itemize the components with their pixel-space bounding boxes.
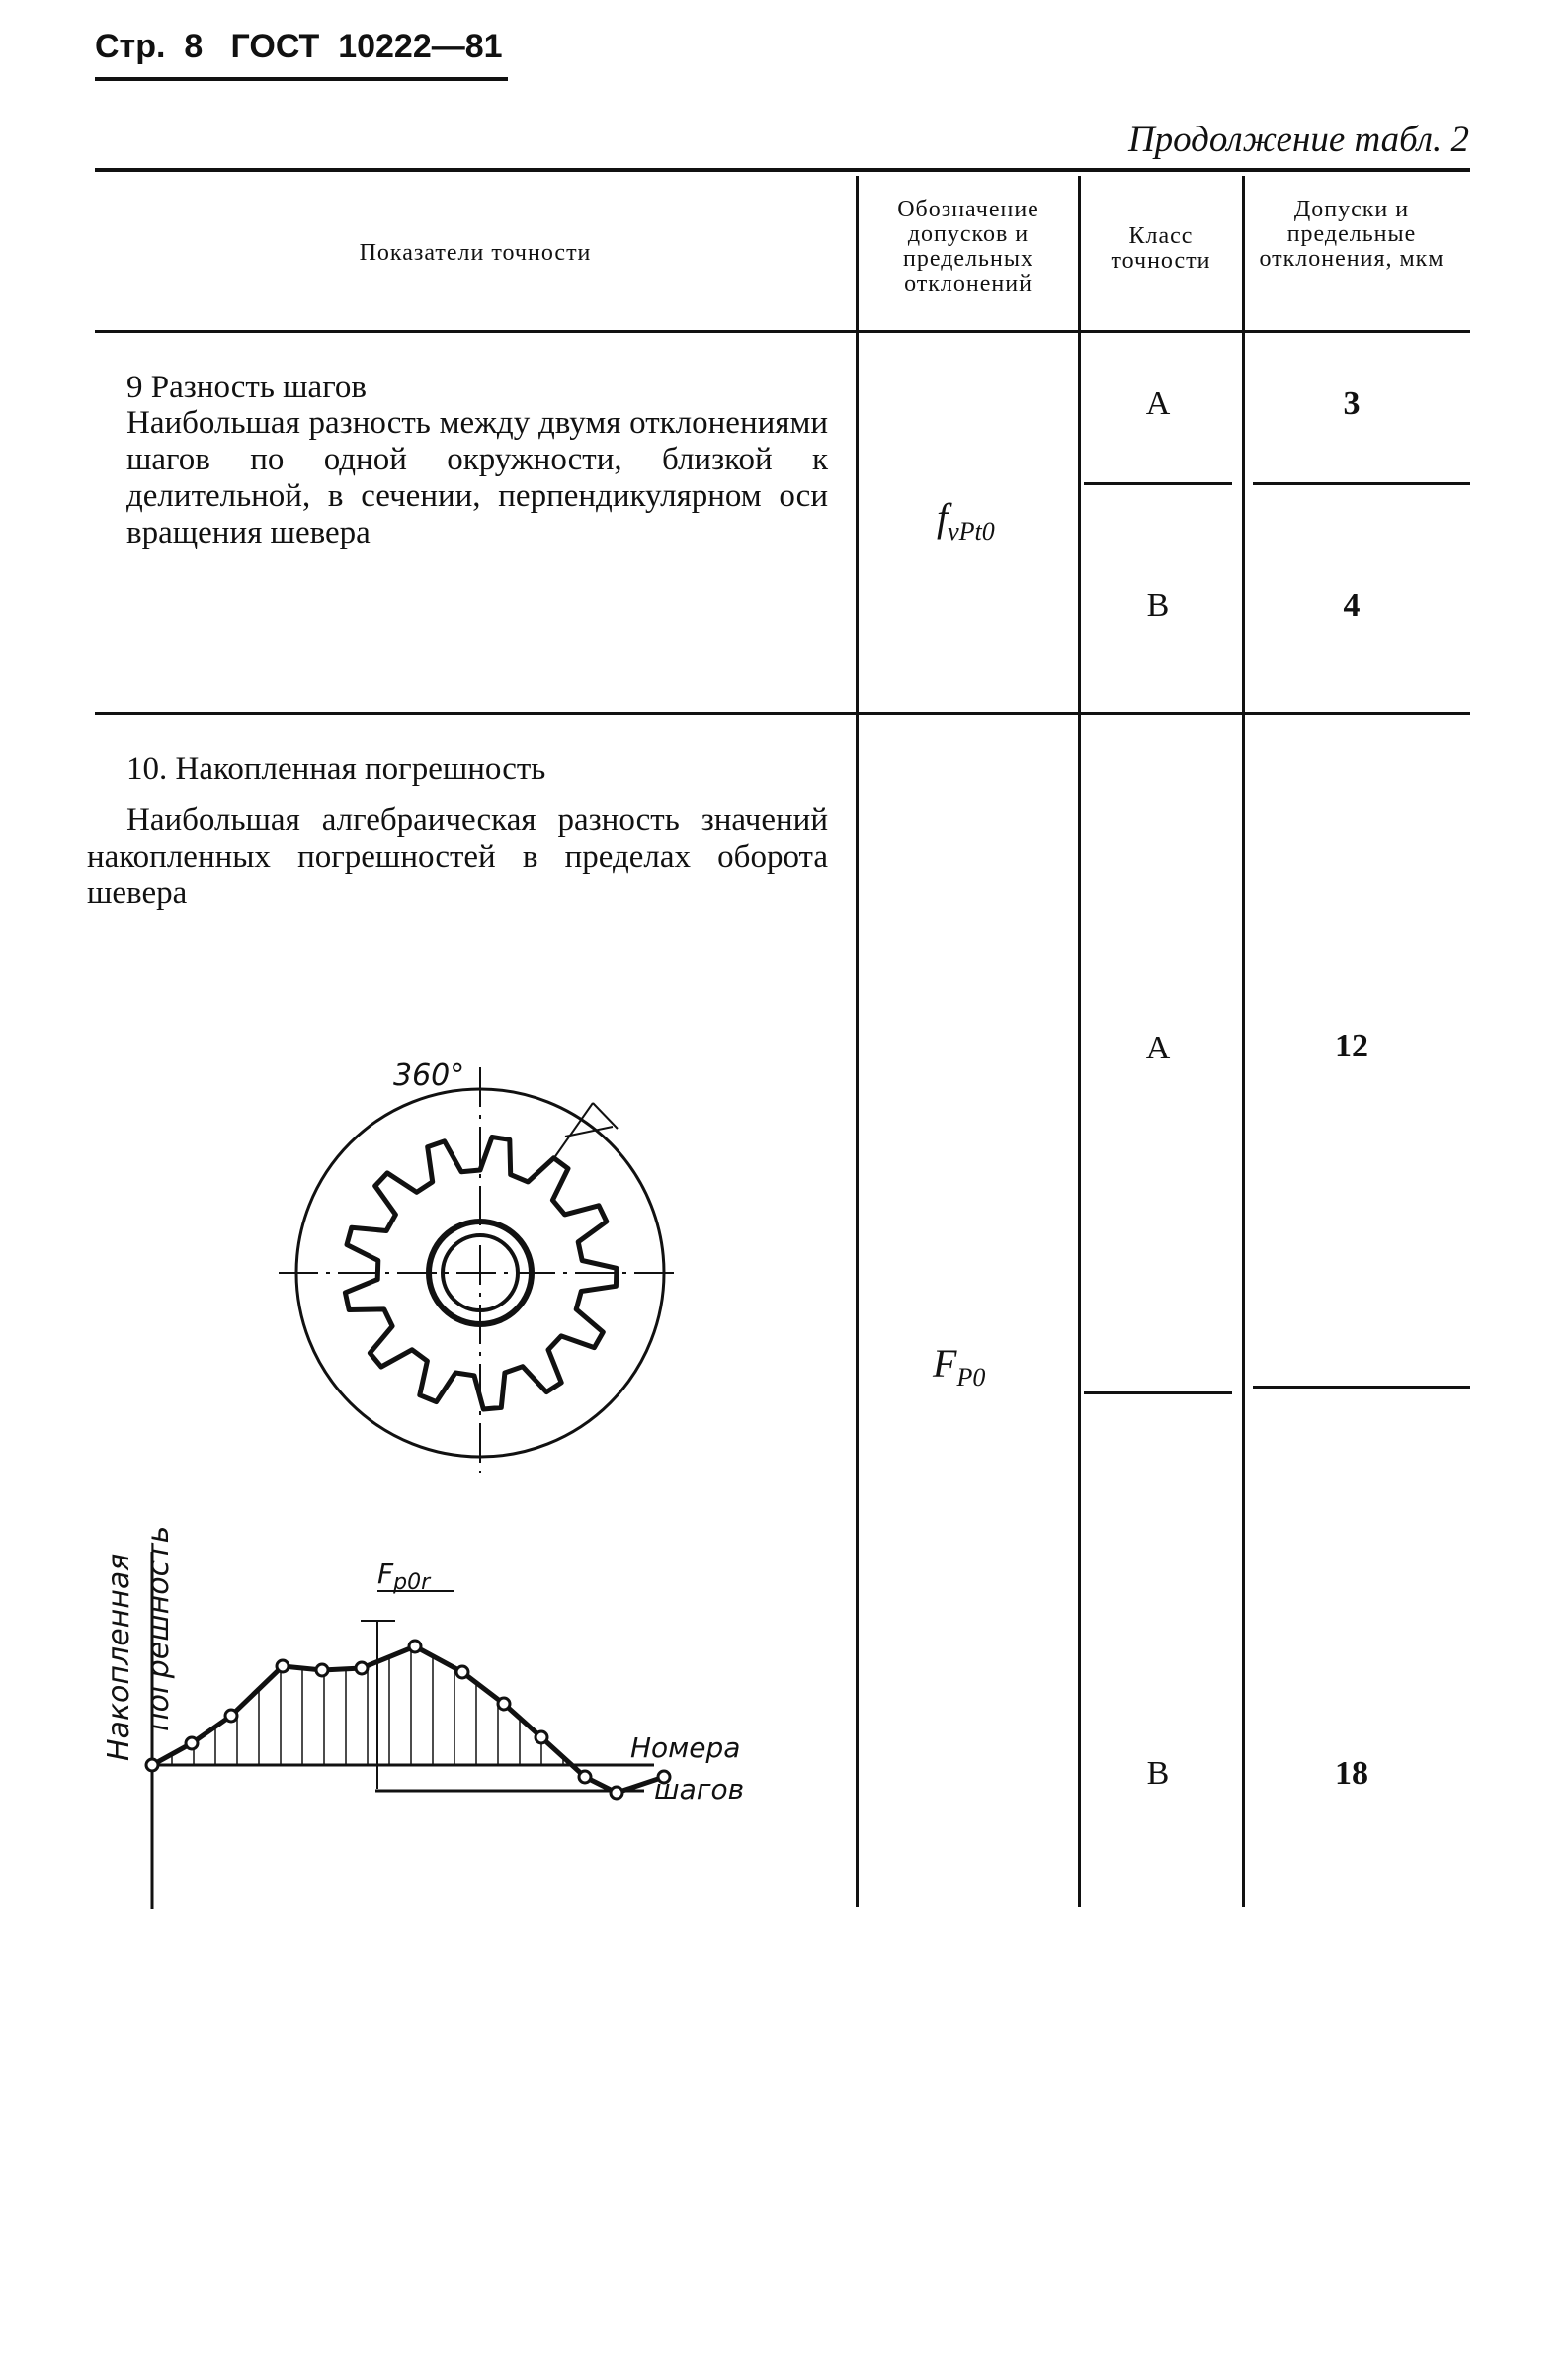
- row-9-class-divider-a: [1084, 482, 1232, 485]
- graph-dim-main: F: [377, 1558, 394, 1590]
- graph-point: [579, 1771, 591, 1783]
- column-header-indicators: Показатели точности: [359, 240, 592, 266]
- row-9-value-b: 4: [1343, 587, 1361, 624]
- graph-y-label-2: погрешность: [141, 1525, 176, 1731]
- row-10-value-divider: [1253, 1386, 1470, 1389]
- graph-point: [146, 1759, 158, 1771]
- row-9-value-divider: [1253, 482, 1470, 485]
- graph-point: [186, 1737, 198, 1749]
- accumulated-error-graph: [89, 1522, 781, 1917]
- row-10-title: 10. Накопленная погрешность: [126, 751, 546, 787]
- angle-label: 360°: [393, 1058, 465, 1093]
- row-9-description: Наибольшая разность между двумя отклонениями шагов по одной окружности, близкой к делительной, в сечении, перпендикулярном оси вращения шевера: [126, 405, 828, 550]
- col-divider-2: [1078, 176, 1081, 1907]
- graph-x-label-1: Номера: [630, 1731, 741, 1764]
- row-10-class-b: B: [1146, 1755, 1170, 1792]
- row-9-symbol-sub: vPt0: [948, 517, 995, 546]
- graph-dim-label: [377, 1558, 432, 1595]
- header-underline: [95, 77, 508, 81]
- table-continuation: Продолжение табл. 2: [1127, 120, 1469, 160]
- graph-point: [611, 1787, 622, 1799]
- column-header-tolerance: Допуски и предельные отклонения, мкм: [1259, 197, 1444, 272]
- graph-point: [225, 1710, 237, 1722]
- row-10-description: Наибольшая алгебраическая разность значений накопленных погрешностей в пределах оборота шевера: [87, 802, 828, 911]
- column-header-designation: Обозначение допусков и предельных отклонений: [897, 197, 1039, 296]
- table-top-rule: [95, 168, 1470, 172]
- gear-diagram: [267, 1038, 701, 1473]
- graph-point: [536, 1731, 547, 1743]
- row-9-symbol-main: f: [937, 495, 949, 540]
- col-divider-3: [1242, 176, 1245, 1907]
- graph-point: [456, 1666, 468, 1678]
- row-9-value-a: 3: [1343, 385, 1361, 422]
- row-10-class-divider-a: [1084, 1391, 1232, 1394]
- graph-x-label-2: шагов: [654, 1773, 745, 1806]
- row-10-symbol: [933, 1340, 985, 1392]
- column-header-class: Класс точности: [1111, 223, 1211, 274]
- row-9-title: 9 Разность шагов: [126, 370, 367, 405]
- row-10-value-b: 18: [1335, 1755, 1368, 1792]
- row-10-class-a: A: [1145, 1030, 1171, 1066]
- graph-point: [316, 1664, 328, 1676]
- row-9-bottom-rule: [95, 712, 1470, 715]
- row-10-symbol-main: F: [933, 1341, 957, 1386]
- angle-arrow: [593, 1103, 618, 1129]
- graph-point: [356, 1662, 368, 1674]
- graph-dim-sub: p0r: [393, 1570, 431, 1595]
- row-9-symbol: [937, 494, 995, 547]
- row-10-value-a: 12: [1335, 1028, 1368, 1064]
- page-header: Стр. 8 ГОСТ 10222—81: [95, 28, 503, 65]
- row-9-class-b: B: [1146, 587, 1170, 624]
- graph-point: [498, 1698, 510, 1710]
- row-9-class-a: A: [1145, 385, 1171, 422]
- graph-y-label-1: Накопленная: [102, 1553, 136, 1761]
- row-10-symbol-sub: P0: [956, 1363, 986, 1391]
- col-divider-1: [856, 176, 859, 1907]
- graph-point: [409, 1641, 421, 1652]
- table-header-rule: [95, 330, 1470, 333]
- graph-point: [277, 1660, 289, 1672]
